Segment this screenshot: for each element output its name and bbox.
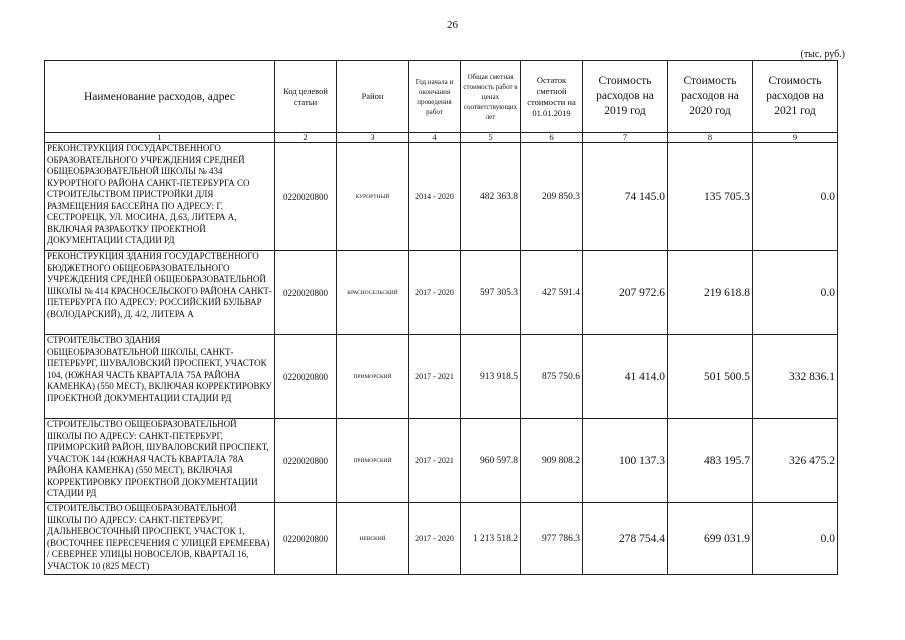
header-cost-2021: Стоимость расходов на 2021 год bbox=[753, 61, 838, 133]
work-period: 2017 - 2021 bbox=[409, 419, 461, 503]
cost-2020: 135 705.3 bbox=[668, 143, 753, 251]
target-code: 0220020800 bbox=[275, 419, 337, 503]
cost-2020: 483 195.7 bbox=[668, 419, 753, 503]
cost-2021: 0.0 bbox=[753, 143, 838, 251]
cost-2021: 0.0 bbox=[753, 251, 838, 335]
column-number: 1 bbox=[45, 133, 275, 143]
district: КРАСНОСЕЛЬСКИЙ bbox=[337, 251, 409, 335]
header-row bbox=[45, 61, 838, 133]
table-row bbox=[45, 143, 838, 251]
expense-name: СТРОИТЕЛЬСТВО ОБЩЕОБРАЗОВАТЕЛЬНОЙ ШКОЛЫ ПО АДРЕСУ: САНКТ-ПЕТЕРБУРГ, ПРИМОРСКИЙ РАЙОН, ШУВАЛОВСКИЙ ПРОСПЕКТ, УЧАСТОК 144 (ЮЖНАЯ ЧАСТЬ КВАРТАЛА 78А РАЙОНА КАМЕНКА) (550 МЕСТ), ВКЛЮЧАЯ КОРРЕКТИРОВКУ ПРОЕКТНОЙ ДОКУМЕНТАЦИИ СТАДИИ РД bbox=[45, 419, 275, 503]
cost-2021: 332 836.1 bbox=[753, 335, 838, 419]
cost-2021: 326 475.2 bbox=[753, 419, 838, 503]
column-numbers-row bbox=[45, 133, 838, 143]
target-code: 0220020800 bbox=[275, 251, 337, 335]
target-code: 0220020800 bbox=[275, 335, 337, 419]
expense-name: СТРОИТЕЛЬСТВО ОБЩЕОБРАЗОВАТЕЛЬНОЙ ШКОЛЫ ПО АДРЕСУ: САНКТ-ПЕТЕРБУРГ, ДАЛЬНЕВОСТОЧНЫЙ ПРОСПЕКТ, УЧАСТОК 1, (ВОСТОЧНЕЕ ПЕРЕСЕЧЕНИЯ С УЛИЦЕЙ ЕРЕМЕЕВА) / СЕВЕРНЕЕ УЛИЦЫ НОВОСЕЛОВ, КВАРТАЛ 16, УЧАСТОК 10 (825 МЕСТ) bbox=[45, 503, 275, 575]
header-cost-2019: Стоимость расходов на 2019 год bbox=[583, 61, 668, 133]
cost-2021: 0.0 bbox=[753, 503, 838, 575]
page-number: 26 bbox=[447, 19, 458, 31]
unit-note: (тыс. руб.) bbox=[800, 49, 845, 60]
work-period: 2017 - 2021 bbox=[409, 335, 461, 419]
remaining-cost: 209 850.3 bbox=[521, 143, 583, 251]
column-number: 3 bbox=[337, 133, 409, 143]
target-code: 0220020800 bbox=[275, 503, 337, 575]
header-total-cost: Общая сметная стоимость работ в ценах соответствующих лет bbox=[461, 61, 521, 133]
column-number: 7 bbox=[583, 133, 668, 143]
expense-name: РЕКОНСТРУКЦИЯ ГОСУДАРСТВЕННОГО ОБРАЗОВАТЕЛЬНОГО УЧРЕЖДЕНИЯ СРЕДНЕЙ ОБЩЕОБРАЗОВАТЕЛЬНОЙ ШКОЛЫ № 434 КУРОРТНОГО РАЙОНА САНКТ-ПЕТЕРБУРГА СО СТРОИТЕЛЬСТВОМ ПРИСТРОЙКИ ДЛЯ РАЗМЕЩЕНИЯ БАССЕЙНА ПО АДРЕСУ: Г. СЕСТРОРЕЦК, УЛ. МОСИНА, Д.63, ЛИТЕРА А, ВКЛЮЧАЯ РАЗРАБОТКУ ПРОЕКТНОЙ ДОКУМЕНТАЦИИ СТАДИИ РД bbox=[45, 143, 275, 251]
target-code: 0220020800 bbox=[275, 143, 337, 251]
remaining-cost: 875 750.6 bbox=[521, 335, 583, 419]
column-number: 9 bbox=[753, 133, 838, 143]
expense-name: СТРОИТЕЛЬСТВО ЗДАНИЯ ОБЩЕОБРАЗОВАТЕЛЬНОЙ ШКОЛЫ, САНКТ-ПЕТЕРБУРГ, ШУВАЛОВСКИЙ ПРОСПЕКТ, УЧАСТОК 104, (ЮЖНАЯ ЧАСТЬ КВАРТАЛА 75А РАЙОНА КАМЕНКА) (550 МЕСТ), ВКЛЮЧАЯ КОРРЕКТИРОВКУ ПРОЕКТНОЙ ДОКУМЕНТАЦИИ СТАДИИ РД bbox=[45, 335, 275, 419]
cost-2020: 219 618.8 bbox=[668, 251, 753, 335]
remaining-cost: 427 591.4 bbox=[521, 251, 583, 335]
district: ПРИМОРСКИЙ bbox=[337, 335, 409, 419]
total-cost: 482 363.8 bbox=[461, 143, 521, 251]
district: ПРИМОРСКИЙ bbox=[337, 419, 409, 503]
cost-2020: 699 031.9 bbox=[668, 503, 753, 575]
table-row bbox=[45, 335, 838, 419]
expense-name: РЕКОНСТРУКЦИЯ ЗДАНИЯ ГОСУДАРСТВЕННОГО БЮДЖЕТНОГО ОБЩЕОБРАЗОВАТЕЛЬНОГО УЧРЕЖДЕНИЯ СРЕДНЕЙ ОБЩЕОБРАЗОВАТЕЛЬНОЙ ШКОЛЫ № 414 КРАСНОСЕЛЬСКОГО РАЙОНА САНКТ-ПЕТЕРБУРГА ПО АДРЕСУ: РОССИЙСКИЙ БУЛЬВАР (ВОЛОДАРСКИЙ), Д. 4/2, ЛИТЕРА А bbox=[45, 251, 275, 335]
column-number: 2 bbox=[275, 133, 337, 143]
table-row bbox=[45, 419, 838, 503]
total-cost: 960 597.8 bbox=[461, 419, 521, 503]
work-period: 2014 - 2020 bbox=[409, 143, 461, 251]
header-period: Год начала и окончания проведения работ bbox=[409, 61, 461, 133]
header-name: Наименование расходов, адрес bbox=[45, 61, 275, 133]
work-period: 2017 - 2020 bbox=[409, 503, 461, 575]
expenses-table bbox=[44, 60, 838, 575]
column-number: 5 bbox=[461, 133, 521, 143]
total-cost: 1 213 518.2 bbox=[461, 503, 521, 575]
cost-2019: 74 145.0 bbox=[583, 143, 668, 251]
total-cost: 913 918.5 bbox=[461, 335, 521, 419]
table-row bbox=[45, 503, 838, 575]
table-row bbox=[45, 251, 838, 335]
header-remaining: Остаток сметной стоимости на 01.01.2019 bbox=[521, 61, 583, 133]
header-cost-2020: Стоимость расходов на 2020 год bbox=[668, 61, 753, 133]
cost-2019: 41 414.0 bbox=[583, 335, 668, 419]
remaining-cost: 977 786.3 bbox=[521, 503, 583, 575]
cost-2019: 207 972.6 bbox=[583, 251, 668, 335]
cost-2019: 100 137.3 bbox=[583, 419, 668, 503]
cost-2019: 278 754.4 bbox=[583, 503, 668, 575]
district: НЕВСКИЙ bbox=[337, 503, 409, 575]
cost-2020: 501 500.5 bbox=[668, 335, 753, 419]
district: КУРОРТНЫЙ bbox=[337, 143, 409, 251]
column-number: 8 bbox=[668, 133, 753, 143]
header-code: Код целевой статьи bbox=[275, 61, 337, 133]
work-period: 2017 - 2020 bbox=[409, 251, 461, 335]
column-number: 4 bbox=[409, 133, 461, 143]
column-number: 6 bbox=[521, 133, 583, 143]
remaining-cost: 909 808.2 bbox=[521, 419, 583, 503]
total-cost: 597 305.3 bbox=[461, 251, 521, 335]
header-district: Район bbox=[337, 61, 409, 133]
